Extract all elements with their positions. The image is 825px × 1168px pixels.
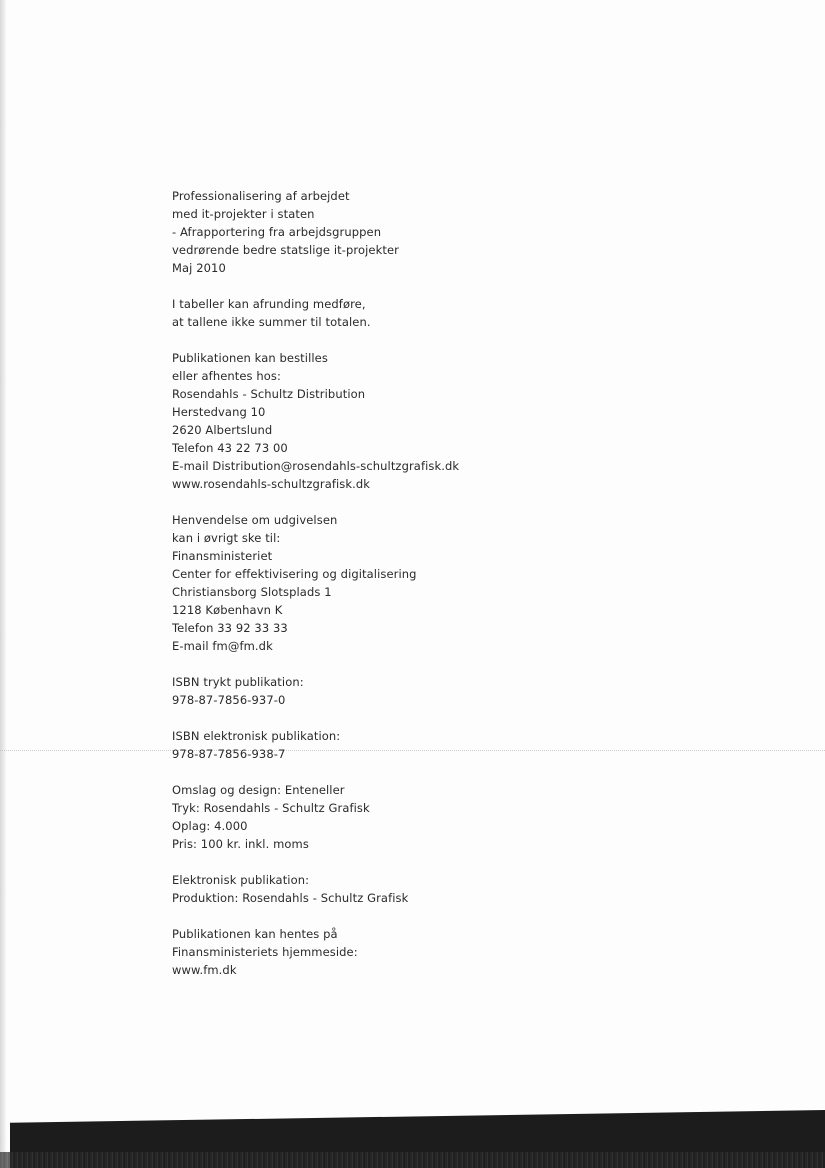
distributor-email: E-mail Distribution@rosendahls-schultzgrafisk.dk bbox=[172, 459, 460, 473]
isbn-label: ISBN trykt publikation: bbox=[172, 675, 304, 689]
electronic-credit: Produktion: Rosendahls - Schultz Grafisk bbox=[172, 891, 409, 905]
production-block bbox=[172, 781, 592, 853]
distributor-website: www.rosendahls-schultzgrafisk.dk bbox=[172, 477, 371, 491]
title-line: Professionalisering af arbejdet bbox=[172, 189, 350, 203]
distributor-phone: Telefon 43 22 73 00 bbox=[172, 441, 288, 455]
title-block bbox=[172, 187, 592, 277]
colophon bbox=[172, 187, 592, 997]
electronic-production-block bbox=[172, 871, 592, 907]
availability-block bbox=[172, 925, 592, 979]
contact-intro: Henvendelse om udgivelsen bbox=[172, 513, 338, 527]
isbn-label: ISBN elektronisk publikation: bbox=[172, 729, 341, 743]
print-run: Oplag: 4.000 bbox=[172, 819, 248, 833]
price: Pris: 100 kr. inkl. moms bbox=[172, 837, 309, 851]
contact-block bbox=[172, 511, 592, 655]
electronic-label: Elektronisk publikation: bbox=[172, 873, 310, 887]
isbn-number: 978-87-7856-938-7 bbox=[172, 747, 286, 761]
availability-line: Publikationen kan hentes på bbox=[172, 927, 338, 941]
distributor-city: 2620 Albertslund bbox=[172, 423, 273, 437]
bottom-band-texture bbox=[0, 1152, 825, 1168]
ordering-intro: Publikationen kan bestilles bbox=[172, 351, 328, 365]
distributor-name: Rosendahls - Schultz Distribution bbox=[172, 387, 366, 401]
contact-intro: kan i øvrigt ske til: bbox=[172, 531, 281, 545]
ministry-street: Christiansborg Slotsplads 1 bbox=[172, 585, 332, 599]
availability-line: Finansministeriets hjemmeside: bbox=[172, 945, 358, 959]
note-line: at tallene ikke summer til totalen. bbox=[172, 315, 371, 329]
scan-left-edge bbox=[0, 0, 6, 1168]
note-line: I tabeller kan afrunding medføre, bbox=[172, 297, 366, 311]
distributor-street: Herstedvang 10 bbox=[172, 405, 266, 419]
ministry-phone: Telefon 33 92 33 33 bbox=[172, 621, 288, 635]
ministry-department: Center for effektivisering og digitalisering bbox=[172, 567, 417, 581]
ministry-website: www.fm.dk bbox=[172, 963, 237, 977]
ministry-name: Finansministeriet bbox=[172, 549, 273, 563]
isbn-electronic-block bbox=[172, 727, 592, 763]
isbn-number: 978-87-7856-937-0 bbox=[172, 693, 286, 707]
ministry-email: E-mail fm@fm.dk bbox=[172, 639, 273, 653]
print-credit: Tryk: Rosendahls - Schultz Grafisk bbox=[172, 801, 370, 815]
publication-date: Maj 2010 bbox=[172, 261, 226, 275]
design-credit: Omslag og design: Enteneller bbox=[172, 783, 345, 797]
isbn-print-block bbox=[172, 673, 592, 709]
rounding-note-block bbox=[172, 295, 592, 331]
ministry-city: 1218 København K bbox=[172, 603, 283, 617]
title-line: med it-projekter i staten bbox=[172, 207, 315, 221]
subtitle-line: - Afrapportering fra arbejdsgruppen bbox=[172, 225, 382, 239]
subtitle-line: vedrørende bedre statslige it-projekter bbox=[172, 243, 399, 257]
ordering-block bbox=[172, 349, 592, 493]
ordering-intro: eller afhentes hos: bbox=[172, 369, 281, 383]
